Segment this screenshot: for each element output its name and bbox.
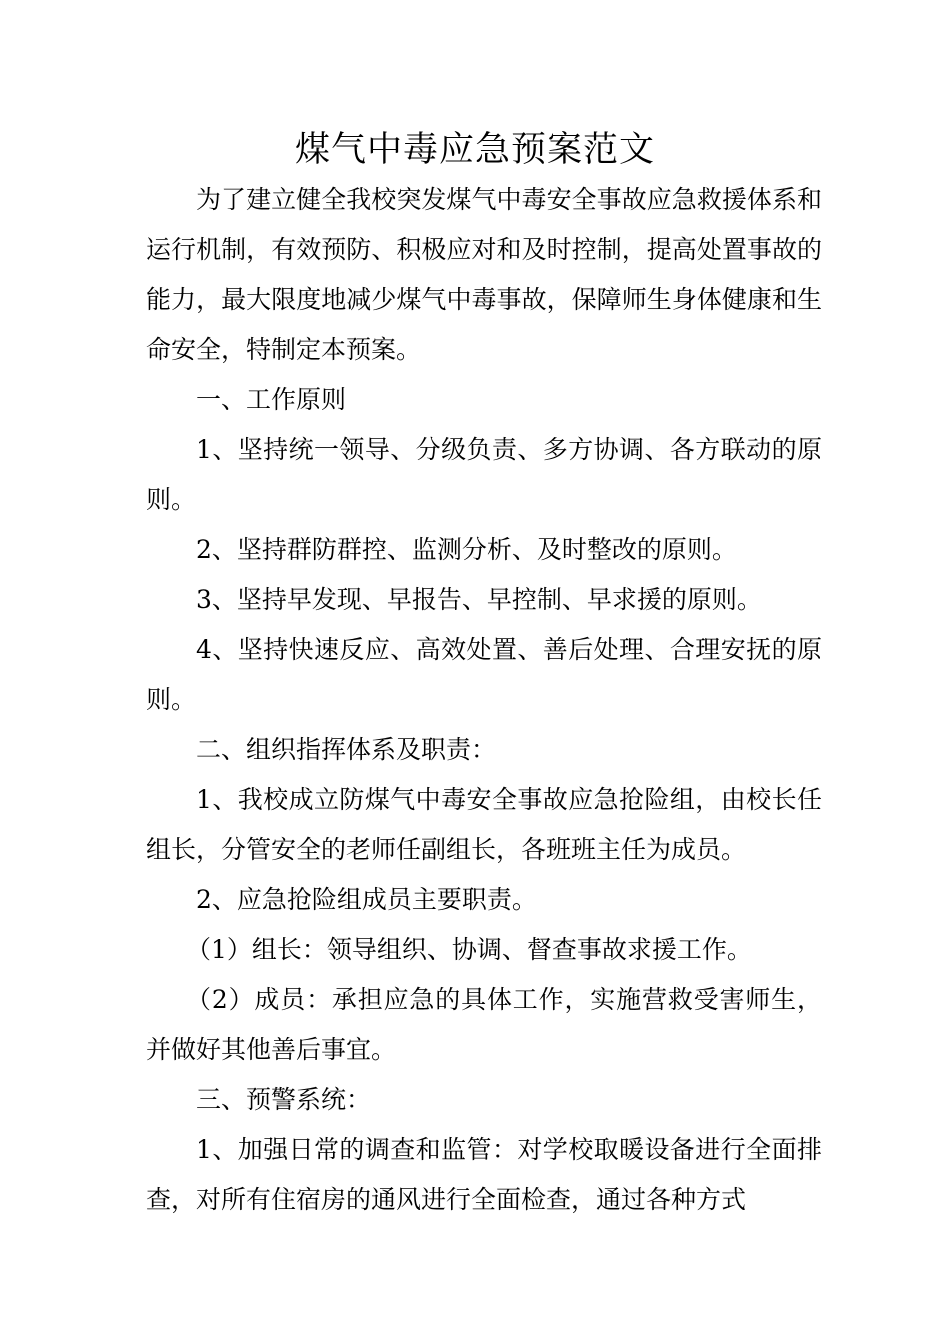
section-heading-warning: 三、预警系统： — [196, 1085, 372, 1114]
document-title: 煤气中毒应急预案范文 — [294, 130, 655, 170]
paragraph-intro: 为了建立健全我校突发煤气中毒安全事故应急救援体系和运行机制，有效预防、积极应对和及时控制，提高处置事故的能力，最大限度地减少煤气中毒事故，保障师生身体健康和生命安全，特制定本预案。 — [146, 185, 822, 364]
sub-item-leader-duty: （1）组长：领导组织、协调、督查事故求援工作。 — [186, 935, 752, 964]
list-item-principle-2: 2、坚持群防群控、监测分析、及时整改的原则。 — [196, 535, 737, 564]
section-heading-principles: 一、工作原则 — [196, 385, 347, 414]
list-item-organization-1: 1、我校成立防煤气中毒安全事故应急抢险组，由校长任组长，分管安全的老师任副组长，各班班主任为成员。 — [146, 785, 822, 864]
list-item-principle-4: 4、坚持快速反应、高效处置、善后处理、合理安抚的原则。 — [146, 635, 822, 714]
section-heading-organization: 二、组织指挥体系及职责： — [196, 735, 497, 764]
list-item-principle-3: 3、坚持早发现、早报告、早控制、早求援的原则。 — [196, 585, 762, 614]
sub-item-member-duty: （2）成员：承担应急的具体工作，实施营救受害师生，并做好其他善后事宜。 — [146, 985, 822, 1064]
document-body — [146, 175, 822, 1225]
list-item-organization-2: 2、应急抢险组成员主要职责。 — [196, 885, 537, 914]
list-item-warning-1: 1、加强日常的调查和监管：对学校取暖设备进行全面排查，对所有住宿房的通风进行全面检查，通过各种方式 — [146, 1135, 822, 1214]
list-item-principle-1: 1、坚持统一领导、分级负责、多方协调、各方联动的原则。 — [146, 435, 822, 514]
